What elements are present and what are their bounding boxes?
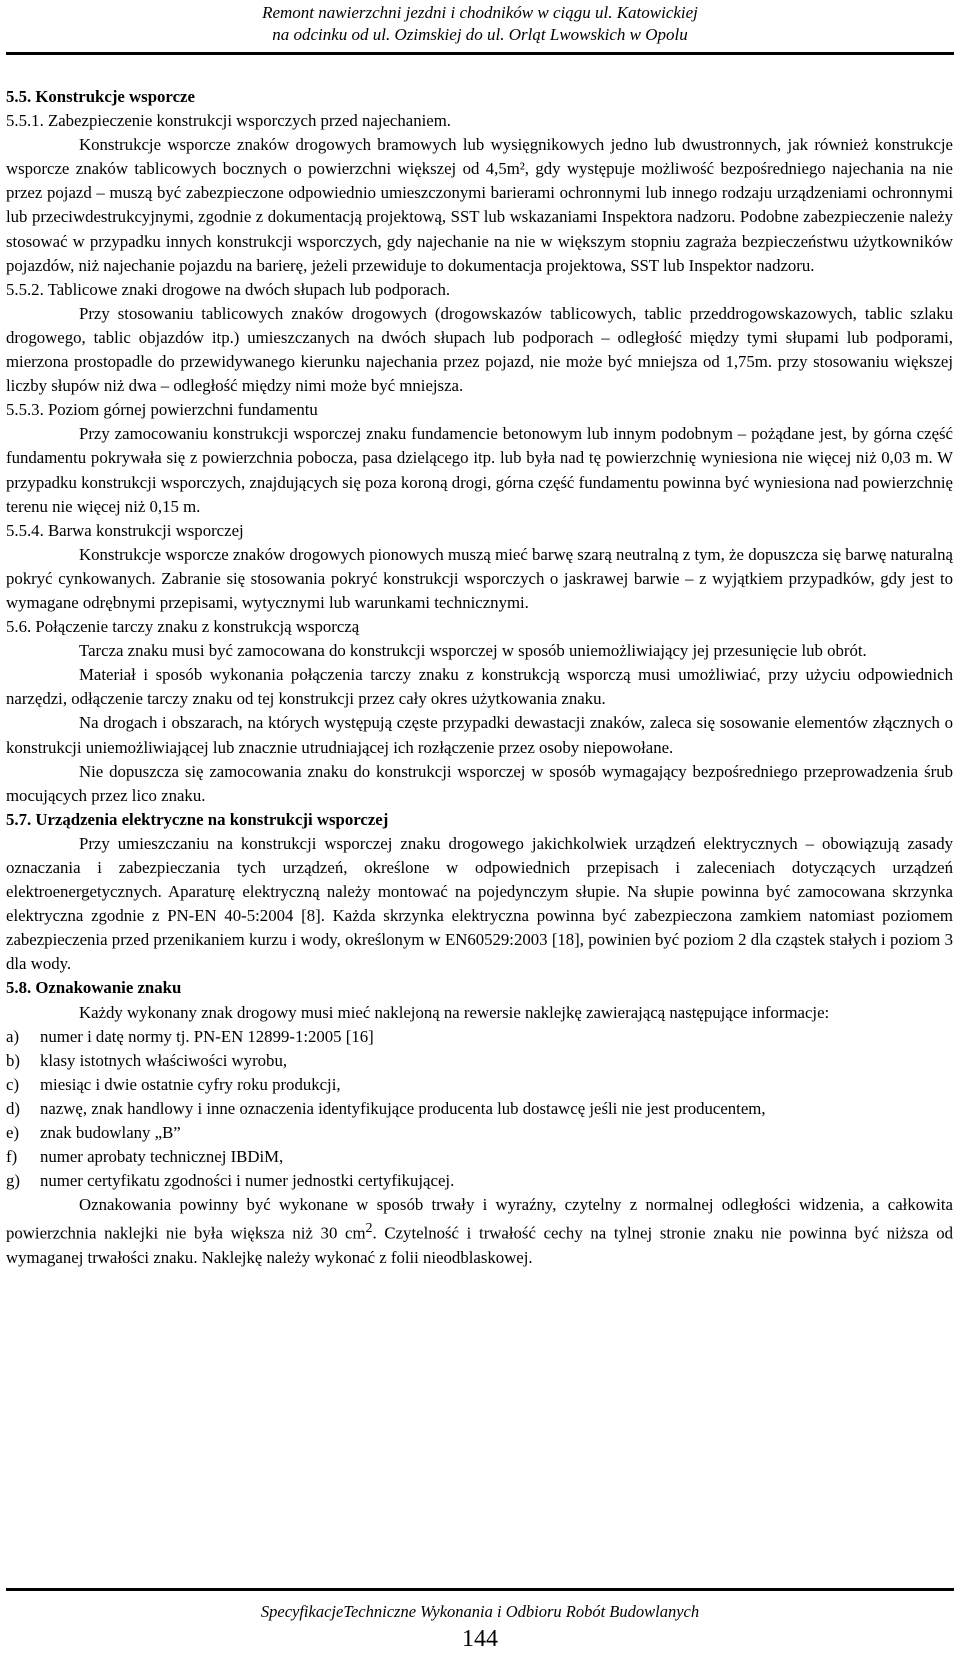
section-5-7-title: 5.7. Urządzenia elektryczne na konstrukcji wsporczej <box>6 809 389 829</box>
list-item-text: znak budowlany „B” <box>40 1123 181 1143</box>
subsection-5-5-4-title: 5.5.4. Barwa konstrukcji wsporczej <box>6 520 244 540</box>
list-item-text: nazwę, znak handlowy i inne oznaczenia identyfikujące producenta lub dostawcę jeśli nie jest producentem, <box>40 1098 766 1118</box>
header-line-2: na odcinku od ul. Ozimskiej do ul. Orląt Lwowskich w Opolu <box>272 25 688 44</box>
list-item-label: e) <box>6 1123 20 1143</box>
list-item <box>6 1073 953 1097</box>
section-5-8-title: 5.8. Oznakowanie znaku <box>6 978 182 998</box>
list-item <box>6 1025 953 1049</box>
paragraph: Konstrukcje wsporcze znaków drogowych bramowych lub wysięgnikowych jedno lub dwustronnych, jak również konstrukcje wsporcze znaków tablicowych bocznych o powierzchni większej od 4,5m², gdy występuje możliwość bezpośredniego najechania na nie przez pojazd – muszą być zabezpieczone odpowiednio umieszczonymi barierami ochronnymi lub innego rodzaju urządzeniami ochronnymi lub przeciwdestrukcyjnymi, zgodnie z dokumentacją projektową, SST lub wskazaniami Inspektora nadzoru. Podobne zabezpieczenie należy stosować w przypadku innych konstrukcji wsporczych, gdy najechanie na nie w większym stopniu zagraża bezpieczeństwu użytkowników pojazdów, niż najechanie pojazdu na barierę, jeżeli przewiduje to dokumentacja projektowa, SST lub Inspektor nadzoru. <box>6 135 953 275</box>
subsection-5-5-3-title: 5.5.3. Poziom górnej powierzchni fundamentu <box>6 400 318 420</box>
list-item-label: a) <box>6 1026 20 1046</box>
paragraph: Konstrukcje wsporcze znaków drogowych pionowych muszą mieć barwę szarą neutralną z tym, że dopuszcza się barwę naturalną pokryć cynkowanych. Zabranie się stosowania pokryć konstrukcji wsporczych o jaskrawej barwie – z wyjątkiem przypadków, gdy jest to wymagane odrębnymi przepisami, wytycznymi lub warunkami technicznymi. <box>6 544 953 612</box>
list-item-text: miesiąc i dwie ostatnie cyfry roku produkcji, <box>40 1074 341 1094</box>
page-number: 144 <box>462 1626 498 1652</box>
superscript: 2 <box>365 1221 373 1237</box>
paragraph: Przy stosowaniu tablicowych znaków drogowych (drogowskazów tablicowych, tablic przeddrogowskazowych, tablic szlaku drogowego, tablic objazdów itp.) umieszczanych na dwóch słupach lub podporach – odległość między tymi słupami lub podporami, mierzona prostopadle do przewidywanego kierunku najechania przez pojazd, nie może być mniejsza od 1,75m. przy stosowaniu większej liczby słupów niż dwa – odległość między nimi może być mniejsza. <box>6 303 953 396</box>
list-item-label: f) <box>6 1147 18 1167</box>
paragraph <box>6 1193 953 1270</box>
list-item-label: g) <box>6 1171 20 1191</box>
footer-rule <box>6 1588 954 1591</box>
intro-text: Każdy wykonany znak drogowy musi mieć naklejoną na rewersie naklejkę zawierającą następujące <box>79 1002 748 1022</box>
list-item <box>6 1049 953 1073</box>
running-header <box>0 2 960 46</box>
list-item-text: numer certyfikatu zgodności i numer jednostki certyfikującej. <box>40 1171 455 1191</box>
paragraph: Tarcza znaku musi być zamocowana do konstrukcji wsporczej w sposób uniemożliwiający jej przesunięcie lub obrót. <box>79 641 867 661</box>
list-item <box>6 1169 953 1193</box>
paragraph: Przy zamocowaniu konstrukcji wsporczej znaku fundamencie betonowym lub innym podobnym – pożądane jest, by górna część fundamentu pokrywała się z powierzchnia pobocza, pasa dzielącego itp. lub była nad tę powierzchnię wyniesiona nie więcej niż 0,03 m. W przypadku konstrukcji wsporczych, znajdujących się poza koroną drogi, górna część fundamentu powinna być wyniesiona nad powierzchnię terenu nie więcej niż 0,15 m. <box>6 424 953 516</box>
list-item-label: b) <box>6 1050 20 1070</box>
subsection-5-5-1-title: 5.5.1. Zabezpieczenie konstrukcji wsporczych przed najechaniem. <box>6 111 451 131</box>
intro-text-end: informacje: <box>751 1002 830 1022</box>
list-item-label: c) <box>6 1074 20 1094</box>
paragraph: Materiał i sposób wykonania połączenia tarczy znaku z konstrukcją wsporczą musi umożliwiać, przy użyciu odpowiednich narzędzi, odłączenie tarczy znaku od tej konstrukcji przez cały okres użytkowania znaku. <box>6 665 953 709</box>
subsection-5-5-2-title: 5.5.2. Tablicowe znaki drogowe na dwóch słupach lub podporach. <box>6 279 451 299</box>
paragraph: Nie dopuszcza się zamocowania znaku do konstrukcji wsporczej w sposób wymagający bezpośredniego przeprowadzenia śrub mocujących przez lico znaku. <box>6 761 953 805</box>
section-5-5-title: 5.5. Konstrukcje wsporcze <box>6 87 195 106</box>
outro-text: Oznakowania powinny być wykonane w sposób trwały i wyraźny, czytelny z normalnej odległości widzenia, a całkowita powierzchnia naklejki nie była większa niż 30 cm <box>6 1195 953 1243</box>
header-rule <box>6 52 954 55</box>
list-item <box>6 1097 953 1121</box>
header-line-1: Remont nawierzchni jezdni i chodników w ciągu ul. Katowickiej <box>262 3 698 22</box>
footer-title: SpecyfikacjeTechniczne Wykonania i Odbioru Robót Budowlanych <box>260 1602 700 1621</box>
paragraph <box>6 1001 953 1025</box>
list-item <box>6 1145 953 1169</box>
paragraph: Przy umieszczaniu na konstrukcji wsporczej znaku drogowego jakichkolwiek urządzeń elektrycznych – obowiązują zasady oznaczania i zabezpieczania tych urządzeń, określone w odpowiednich przepisach i zaleceniach dotyczących urządzeń elektroenergetycznych. Aparaturę elektryczną należy montować na pojedynczym słupie. Na słupie powinna być zamocowana skrzynka elektryczna zgodnie z PN-EN 40-5:2004 [8]. Każda skrzynka elektryczna powinna być zabezpieczona zamkiem natomiast poziomem zabezpieczenia przed przenikaniem kurzu i wody, określonym w EN60529:2003 [18], powinien być poziom 2 dla cząstek stałych i poziom 3 dla wody. <box>6 833 953 974</box>
paragraph: Na drogach i obszarach, na których występują częste przypadki dewastacji znaków, zaleca się sosowanie elementów złącznych o konstrukcji uniemożliwiającej lub znacznie utrudniającej ich rozłączenie przez osoby niepowołane. <box>6 713 953 757</box>
list-item-text: numer aprobaty technicznej IBDiM, <box>40 1147 284 1167</box>
outro-text-end: . Czytelność i trwałość cechy na tylnej stronie znaku nie powinna być niższa od wymaganej trwałości znaku. Naklejkę należy wykonać z folii nieodblaskowej. <box>6 1224 953 1268</box>
section-5-6-title: 5.6. Połączenie tarczy znaku z konstrukcją wsporczą <box>6 617 360 637</box>
list-item-text: numer i datę normy tj. PN-EN 12899-1:2005 [16] <box>40 1026 374 1046</box>
page-body <box>6 85 953 1270</box>
list-item-text: klasy istotnych właściwości wyrobu, <box>40 1050 288 1070</box>
list-item-label: d) <box>6 1098 20 1118</box>
list-item <box>6 1121 953 1145</box>
